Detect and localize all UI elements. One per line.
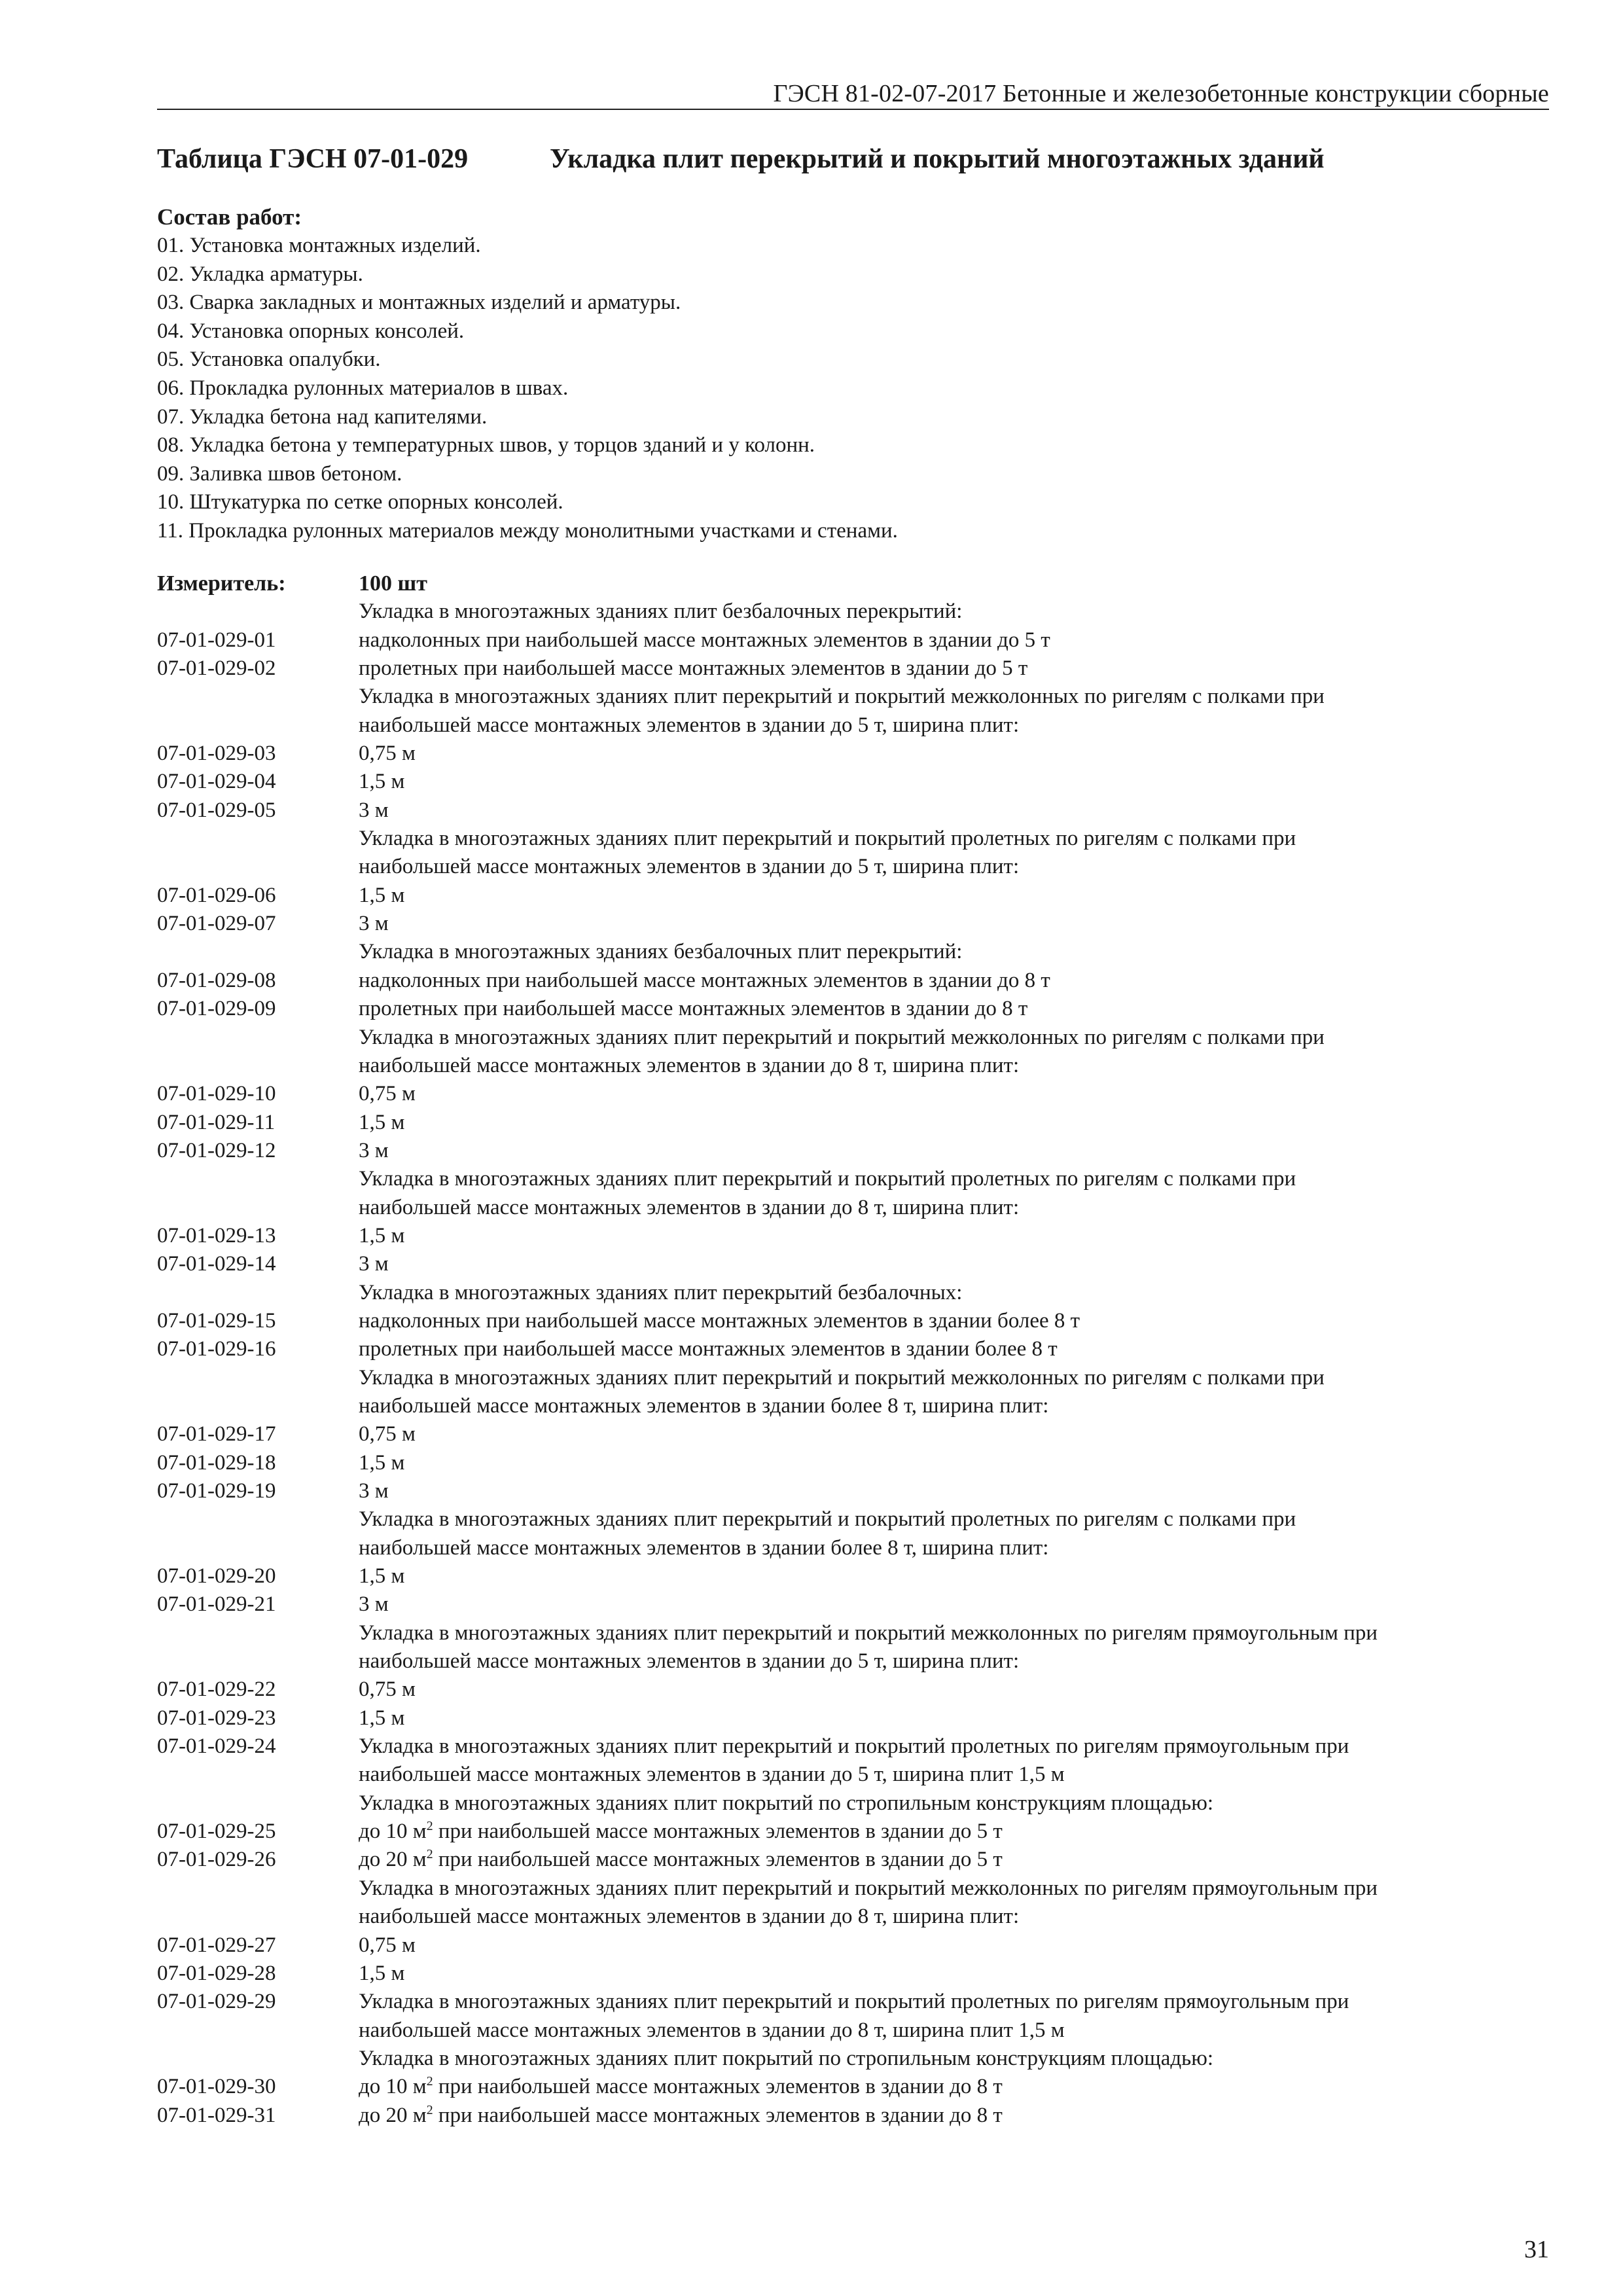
rate-table [157,569,1549,2130]
work-item: 09. Заливка швов бетоном. [157,461,402,486]
rate-description [359,1903,1549,1931]
rate-description [359,1364,1549,1392]
table-row [157,740,1549,768]
rate-description-text: наибольшей массе монтажных элементов в здании до 8 т, ширина плит: [359,1905,1020,1929]
rate-code: 07-01-029-02 [157,656,276,681]
rate-description-text: Укладка в многоэтажных зданиях плит перекрытий и покрытий межколонных по ригелям с полками при [359,685,1325,709]
rate-description-text: наибольшей массе монтажных элементов в здании до 5 т, ширина плит 1,5 м [359,1763,1065,1787]
rate-description [359,797,1549,825]
rate-description-text: надколонных при наибольшей массе монтажных элементов в здании до 8 т [359,968,1050,992]
rate-description-text: надколонных при наибольшей массе монтажных элементов в здании более 8 т [359,1308,1080,1333]
table-row [157,882,1549,910]
rate-description-text: до 10 м [359,1820,427,1844]
work-item: 02. Укладка арматуры. [157,262,363,286]
table-row [157,626,1549,655]
rate-description [359,2017,1549,2045]
table-row [157,1420,1549,1448]
work-item: 04. Установка опорных консолей. [157,319,465,343]
table-row [157,2045,1549,2073]
rate-description-text: 0,75 м [359,1422,416,1446]
rate-description-tail: при наибольшей массе монтажных элементов в здании до 8 т [433,2075,1003,2099]
rate-description-text: наибольшей массе монтажных элементов в здании до 5 т, ширина плит: [359,855,1020,879]
rate-description-text: 1,5 м [359,1223,405,1247]
rate-description-text: Укладка в многоэтажных зданиях плит перекрытий и покрытий межколонных по ригелям с полками при [359,1025,1325,1049]
rate-description [359,711,1549,740]
rate-description [359,1874,1549,1903]
rate-code: 07-01-029-18 [157,1450,276,1475]
table-row [157,2073,1549,2101]
rate-description [359,1222,1549,1250]
rate-description-text: наибольшей массе монтажных элементов в здании до 8 т, ширина плит 1,5 м [359,2018,1065,2042]
rate-code: 07-01-029-22 [157,1677,276,1702]
rate-code: 07-01-029-26 [157,1848,276,1872]
rate-description-text: 0,75 м [359,1082,416,1106]
work-heading: Состав работ: [157,204,302,230]
rate-description-text: Укладка в многоэтажных зданиях плит перекрытий и покрытий пролетных по ригелям с полками при [359,1167,1296,1191]
rate-description [359,2045,1549,2073]
work-item: 08. Укладка бетона у температурных швов, у торцов зданий и у колонн. [157,433,815,457]
table-row [157,825,1549,853]
work-item: 01. Установка монтажных изделий. [157,234,481,257]
table-row [157,1052,1549,1080]
table-row [157,1109,1549,1137]
rate-description-text: 3 м [359,912,389,936]
rate-code: 07-01-029-23 [157,1706,276,1730]
rate-description-text: наибольшей массе монтажных элементов в здании более 8 т, ширина плит: [359,1535,1049,1560]
rate-description-text: пролетных при наибольшей массе монтажных элементов в здании до 5 т [359,656,1028,681]
rate-description [359,1024,1549,1052]
table-row [157,1704,1549,1732]
table-row [157,1024,1549,1052]
measure-label: Измеритель: [157,571,286,596]
work-item: 10. Штукатурка по сетке опорных консолей. [157,490,563,514]
rate-description-text: 0,75 м [359,1933,416,1957]
work-item: 11. Прокладка рулонных материалов между монолитными участками и стенами. [157,518,898,543]
rate-description-text: наибольшей массе монтажных элементов в здании до 5 т, ширина плит: [359,713,1020,737]
table-row [157,910,1549,938]
rate-description [359,1392,1549,1420]
table-row [157,1789,1549,1818]
table-row [157,1903,1549,1931]
rate-description-text: Укладка в многоэтажных зданиях плит перекрытий и покрытий пролетных по ригелям прямоугольным при [359,1990,1349,2014]
table-row [157,1505,1549,1534]
rate-description-text: Укладка в многоэтажных зданиях безбалочных плит перекрытий: [359,940,963,964]
table-row [157,938,1549,966]
table-row [157,797,1549,825]
table-row [157,1818,1549,1846]
rate-description-text: наибольшей массе монтажных элементов в здании до 5 т, ширина плит: [359,1649,1020,1674]
unit-exponent: 2 [426,1847,433,1862]
table-row [157,1250,1549,1278]
rate-description-text: Укладка в многоэтажных зданиях плит перекрытий и покрытий межколонных по ригелям прямоугольным при [359,1621,1378,1645]
table-row [157,1449,1549,1477]
running-header: ГЭСН 81-02-07-2017 Бетонные и железобетонные конструкции сборные [773,80,1549,107]
rate-code: 07-01-029-30 [157,2075,276,2099]
measure-value: 100 шт [359,571,427,596]
table-row [157,1307,1549,1335]
table-row [157,1676,1549,1704]
rate-description-text: 1,5 м [359,883,405,907]
table-row [157,1988,1549,2016]
rate-code: 07-01-029-19 [157,1479,276,1503]
rate-description [359,1732,1549,1761]
table-row [157,711,1549,740]
rate-description-text: до 10 м [359,2075,427,2099]
table-row [157,1080,1549,1108]
rate-code: 07-01-029-28 [157,1961,276,1985]
work-item: 03. Сварка закладных и монтажных изделий и арматуры. [157,291,681,315]
table-row [157,655,1549,683]
rate-description-text: пролетных при наибольшей массе монтажных элементов в здании более 8 т [359,1337,1058,1361]
rate-description-text: наибольшей массе монтажных элементов в здании более 8 т, ширина плит: [359,1393,1049,1418]
unit-exponent: 2 [426,2074,433,2089]
rate-description [359,995,1549,1023]
table-row [157,1647,1549,1676]
rate-description [359,1590,1549,1619]
rate-description [359,1562,1549,1590]
rate-code: 07-01-029-05 [157,798,276,822]
rate-description-text: 1,5 м [359,1450,405,1475]
rate-code: 07-01-029-16 [157,1337,276,1361]
rate-code: 07-01-029-29 [157,1990,276,2014]
rate-description-text: 3 м [359,798,389,822]
rate-description [359,1307,1549,1335]
table-row [157,1222,1549,1250]
table-row [157,1392,1549,1420]
table-row [157,683,1549,711]
rate-description-text: 0,75 м [359,1677,416,1702]
table-row [157,1562,1549,1590]
rate-description [359,1137,1549,1165]
measure-row [157,569,1549,598]
rate-description-text: до 20 м [359,1848,427,1872]
table-row [157,1194,1549,1222]
rate-code: 07-01-029-24 [157,1734,276,1759]
rate-code: 07-01-029-13 [157,1223,276,1247]
rate-description-text: Укладка в многоэтажных зданиях плит перекрытий и покрытий межколонных по ригелям с полками при [359,1365,1325,1390]
table-row [157,1846,1549,1874]
rate-description [359,938,1549,966]
rate-description-text: 1,5 м [359,1706,405,1730]
rate-description-text: 1,5 м [359,1564,405,1588]
rate-description [359,655,1549,683]
rate-description [359,1165,1549,1193]
rate-description-text: Укладка в многоэтажных зданиях плит перекрытий и покрытий пролетных по ригелям с полками при [359,827,1296,851]
unit-exponent: 2 [426,1819,433,1834]
rate-description [359,1619,1549,1647]
work-item: 06. Прокладка рулонных материалов в швах. [157,376,569,400]
rate-code: 07-01-029-15 [157,1308,276,1333]
table-row [157,768,1549,796]
table-row [157,1732,1549,1761]
rate-description-text: Укладка в многоэтажных зданиях плит безбалочных перекрытий: [359,600,963,624]
rate-description [359,1818,1549,1846]
rate-description-text: Укладка в многоэтажных зданиях плит покрытий по стропильным конструкциям площадью: [359,1791,1214,1815]
rate-description-text: Укладка в многоэтажных зданиях плит перекрытий безбалочных: [359,1280,963,1304]
rate-code: 07-01-029-12 [157,1138,276,1162]
rate-description [359,1279,1549,1307]
rate-description-text: 1,5 м [359,1110,405,1134]
rate-description [359,1420,1549,1448]
rate-description [359,1647,1549,1676]
rate-description-text: до 20 м [359,2103,427,2127]
table-row [157,1874,1549,1903]
rate-code: 07-01-029-03 [157,742,276,766]
table-name: Укладка плит перекрытий и покрытий многоэтажных зданий [550,144,1325,174]
rate-description-text: 3 м [359,1138,389,1162]
table-row [157,1960,1549,1988]
rate-code: 07-01-029-07 [157,912,276,936]
rate-description-tail: при наибольшей массе монтажных элементов в здании до 5 т [433,1848,1003,1872]
table-row [157,1137,1549,1165]
rate-description [359,910,1549,938]
rate-description [359,1789,1549,1818]
rate-description [359,1960,1549,1988]
rate-description-text: Укладка в многоэтажных зданиях плит перекрытий и покрытий пролетных по ригелям прямоугольным при [359,1734,1349,1759]
rate-description [359,626,1549,655]
table-row [157,2102,1549,2130]
table-row [157,1279,1549,1307]
rate-description-text: надколонных при наибольшей массе монтажных элементов в здании до 5 т [359,628,1050,652]
rate-description-text: 3 м [359,1479,389,1503]
table-row [157,1590,1549,1619]
rate-code: 07-01-029-06 [157,883,276,907]
table-row [157,1534,1549,1562]
rate-description [359,1676,1549,1704]
table-row [157,1931,1549,1960]
rate-description [359,1052,1549,1080]
rate-description [359,1505,1549,1534]
rate-description-tail: при наибольшей массе монтажных элементов в здании до 8 т [433,2103,1003,2127]
table-row [157,1165,1549,1193]
rate-description-text: 0,75 м [359,742,416,766]
rate-description [359,1534,1549,1562]
rate-code: 07-01-029-17 [157,1422,276,1446]
rate-description-text: наибольшей массе монтажных элементов в здании до 8 т, ширина плит: [359,1195,1020,1219]
rate-description [359,768,1549,796]
rate-code: 07-01-029-31 [157,2103,276,2127]
rate-description [359,882,1549,910]
rate-description-text: Укладка в многоэтажных зданиях плит покрытий по стропильным конструкциям площадью: [359,2046,1214,2070]
rate-description [359,683,1549,711]
table-row [157,995,1549,1023]
table-row [157,1364,1549,1392]
rate-description [359,2073,1549,2101]
rate-description [359,1194,1549,1222]
page-number: 31 [1524,2236,1549,2263]
table-row [157,853,1549,881]
rate-description [359,740,1549,768]
rate-description [359,2102,1549,2130]
rate-description-text: Укладка в многоэтажных зданиях плит перекрытий и покрытий пролетных по ригелям с полками при [359,1507,1296,1532]
rate-code: 07-01-029-25 [157,1820,276,1844]
table-title [157,141,1549,177]
rate-description [359,1931,1549,1960]
rate-description [359,1846,1549,1874]
rate-description [359,1761,1549,1789]
unit-exponent: 2 [426,2102,433,2117]
table-row [157,598,1549,626]
work-item: 05. Установка опалубки. [157,348,381,372]
rate-description [359,1109,1549,1137]
rate-code: 07-01-029-14 [157,1252,276,1276]
rate-description [359,1477,1549,1505]
rate-description-text: пролетных при наибольшей массе монтажных элементов в здании до 8 т [359,997,1028,1021]
rate-description [359,1250,1549,1278]
rate-code: 07-01-029-27 [157,1933,276,1957]
rate-description [359,1080,1549,1108]
rate-description [359,967,1549,995]
rate-description-text: 3 м [359,1252,389,1276]
rate-code: 07-01-029-21 [157,1592,276,1617]
rate-description [359,1449,1549,1477]
rate-description-text: наибольшей массе монтажных элементов в здании до 8 т, ширина плит: [359,1053,1020,1077]
work-list [157,232,1549,546]
rate-code: 07-01-029-10 [157,1082,276,1106]
table-row [157,1761,1549,1789]
rate-description-text: 3 м [359,1592,389,1617]
table-code: Таблица ГЭСН 07-01-029 [157,144,469,174]
rate-code: 07-01-029-11 [157,1110,276,1134]
rate-code: 07-01-029-09 [157,997,276,1021]
rate-description-text: Укладка в многоэтажных зданиях плит перекрытий и покрытий межколонных по ригелям прямоугольным при [359,1876,1378,1900]
rate-description-text: 1,5 м [359,770,405,794]
rate-description [359,853,1549,881]
table-row [157,1335,1549,1363]
work-item: 07. Укладка бетона над капителями. [157,404,488,429]
rate-description [359,1704,1549,1732]
work-composition [157,203,1549,546]
table-row [157,2017,1549,2045]
table-row [157,967,1549,995]
rate-description-text: 1,5 м [359,1961,405,1985]
table-row [157,1477,1549,1505]
header-rule [157,109,1549,110]
rate-code: 07-01-029-01 [157,628,276,652]
rate-code: 07-01-029-04 [157,770,276,794]
rate-description [359,1988,1549,2016]
rate-description [359,825,1549,853]
rate-description-tail: при наибольшей массе монтажных элементов в здании до 5 т [433,1820,1003,1844]
rate-description [359,598,1549,626]
rate-description [359,1335,1549,1363]
rate-code: 07-01-029-08 [157,968,276,992]
table-row [157,1619,1549,1647]
rate-code: 07-01-029-20 [157,1564,276,1588]
